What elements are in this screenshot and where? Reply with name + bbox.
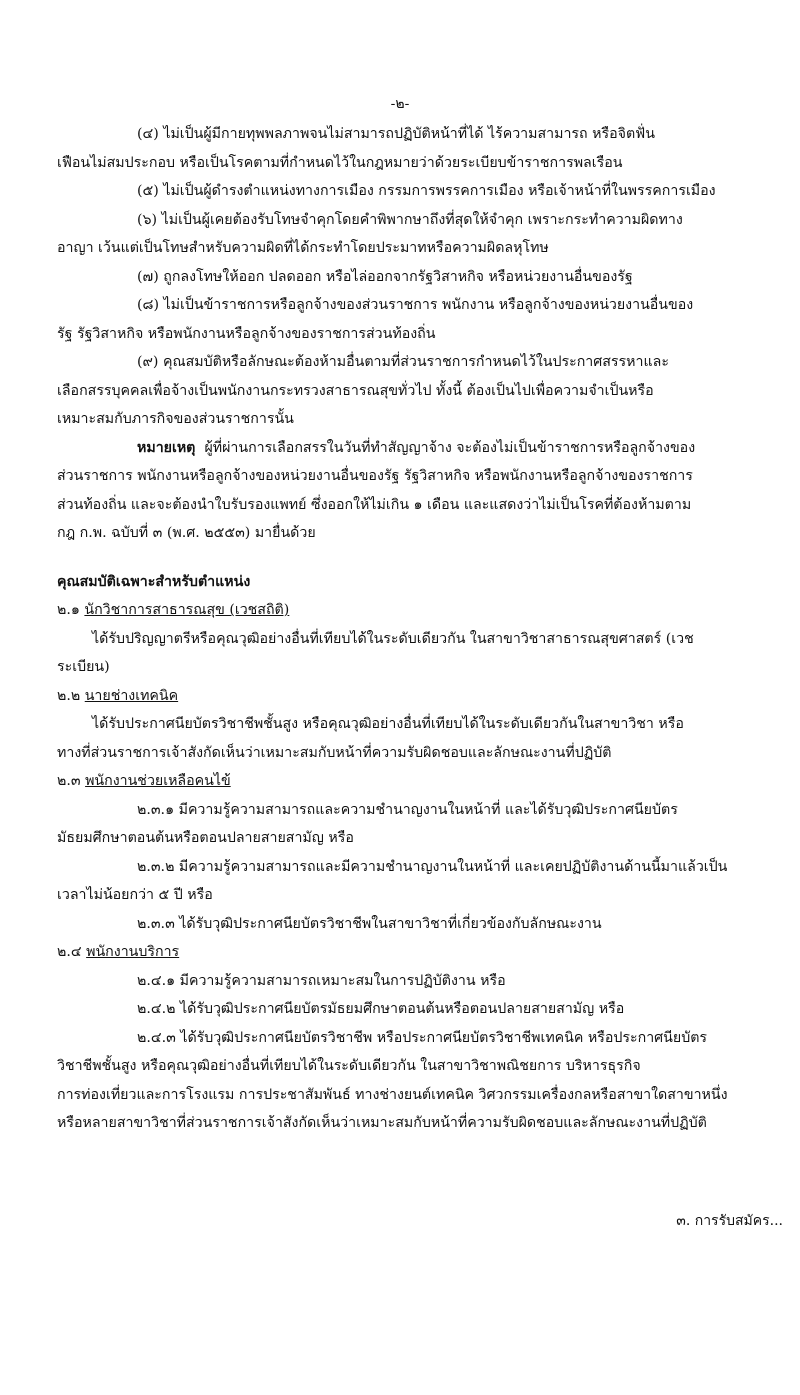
section-2-4-num: ๒.๔ (57, 944, 82, 960)
section-2-2-title-text: นายช่างเทคนิค (84, 687, 179, 704)
section-2-3-title (57, 767, 782, 796)
para-5-line-1: (๕) ไม่เป็นผู้ดำรงตำแหน่งทางการเมือง กรรมการพรรคการเมือง หรือเจ้าหน้าที่ในพรรคการเมือง (137, 183, 716, 199)
section-2-4-title-text: พนักงานบริการ (86, 944, 180, 960)
para-9-line-1: (๙) คุณสมบัติหรือลักษณะต้องห้ามอื่นตามที่ส่วนราชการกำหนดไว้ในประกาศสรรหาและ (137, 354, 669, 370)
section-2-1-line-1: ได้รับปริญญาตรีหรือคุณวุฒิอย่างอื่นที่เทียบได้ในระดับเดียวกัน ในสาขาวิชาสาธารณสุขศาสตร์ (เวช (92, 630, 694, 647)
para-8-line-2: รัฐ รัฐวิสาหกิจ หรือพนักงานหรือลูกจ้างของราชการส่วนท้องถิ่น (57, 325, 436, 342)
section-2-1-title (57, 596, 782, 625)
para-6-line-2: อาญา เว้นแต่เป็นโทษสำหรับความผิดที่ได้กระทำโดยประมาทหรือความผิดลหุโทษ (57, 240, 549, 256)
section-2-3-1-line-2: มัธยมศึกษาตอนต้นหรือตอนปลายสายสามัญ หรือ (57, 830, 354, 846)
section-2-3-2-line-1: ๒.๓.๒ มีความรู้ความสามารถและมีความชำนาญงานในหน้าที่ และเคยปฏิบัติงานด้านนี้มาแล้วเป็น (137, 858, 728, 875)
continuation-marker: ๓. การรับสมัคร... (676, 1213, 783, 1229)
section-2-2-line-1: ได้รับประกาศนียบัตรวิชาชีพชั้นสูง หรือคุณวุฒิอย่างอื่นที่เทียบได้ในระดับเดียวกันในสาขาวิชา หรือ (92, 716, 684, 732)
section-2-3-title-text: พนักงานช่วยเหลือคนไข้ (85, 773, 231, 789)
para-4-line-1: (๔) ไม่เป็นผู้มีกายทุพพลภาพจนไม่สามารถปฏิบัติหน้าที่ได้ ไร้ความสามารถ หรือจิตฟั่น (137, 126, 655, 142)
section-2-1-line-2: ระเบียน) (57, 659, 110, 675)
section-2-2-title (57, 682, 782, 711)
para-4-line-2: เฟือนไม่สมประกอบ หรือเป็นโรคตามที่กำหนดไว้ในกฎหมายว่าด้วยระเบียบข้าราชการพลเรือน (57, 154, 623, 171)
section-2-4-title (57, 938, 782, 967)
section-2-4-2-line-1: ๒.๔.๒ ได้รับวุฒิประกาศนียบัตรมัธยมศึกษาตอนต้นหรือตอนปลายสายสามัญ หรือ (137, 1001, 625, 1017)
section-2-4-3-line-2: วิชาชีพชั้นสูง หรือคุณวุฒิอย่างอื่นที่เทียบได้ในระดับเดียวกัน ในสาขาวิชาพณิชยการ บริหารธุรกิจ (57, 1058, 641, 1074)
para-8-line-1: (๘) ไม่เป็นข้าราชการหรือลูกจ้างของส่วนราชการ พนักงาน หรือลูกจ้างของหน่วยงานอื่นของ (137, 297, 694, 313)
note-text-1: ผู้ที่ผ่านการเลือกสรรในวันที่ทำสัญญาจ้าง จะต้องไม่เป็นข้าราชการหรือลูกจ้างของ (204, 439, 696, 456)
section-2-1-num: ๒.๑ (57, 602, 80, 618)
page-number: -๒- (390, 96, 410, 112)
document-body (57, 120, 782, 1138)
section-2-4-3-line-1: ๒.๔.๓ ได้รับวุฒิประกาศนียบัตรวิชาชีพ หรือประกาศนียบัตรวิชาชีพเทคนิค หรือประกาศนียบัตร (137, 1029, 708, 1046)
para-7-line-1: (๗) ถูกลงโทษให้ออก ปลดออก หรือไล่ออกจากรัฐวิสาหกิจ หรือหน่วยงานอื่นของรัฐ (137, 268, 633, 285)
note-line-2: ส่วนราชการ พนักงานหรือลูกจ้างของหน่วยงานอื่นของรัฐ รัฐวิสาหกิจ หรือพนักงานหรือลูกจ้างของราชการ (57, 468, 693, 484)
section-2-2-line-2: ทางที่ส่วนราชการเจ้าสังกัดเห็นว่าเหมาะสมกับหน้าที่ความรับผิดชอบและลักษณะงานที่ปฏิบัติ (57, 744, 612, 761)
para-9-line-2: เลือกสรรบุคคลเพื่อจ้างเป็นพนักงานกระทรวงสาธารณสุขทั่วไป ทั้งนี้ ต้องเป็นไปเพื่อความจำเป็นหรือ (57, 382, 654, 399)
section-2-1-title-text: นักวิชาการสาธารณสุข (เวชสถิติ) (84, 602, 290, 618)
note-line-4: กฎ ก.พ. ฉบับที่ ๓ (พ.ศ. ๒๕๕๓) มายื่นด้วย (57, 525, 316, 541)
section-2-3-num: ๒.๓ (57, 773, 81, 789)
note-line-3: ส่วนท้องถิ่น และจะต้องนำใบรับรองแพทย์ ซึ่งออกให้ไม่เกิน ๑ เดือน และแสดงว่าไม่เป็นโรคที่ต้องห้ามตาม (57, 496, 692, 513)
section-2-3-1-line-1: ๒.๓.๑ มีความรู้ความสามารถและความชำนาญงานในหน้าที่ และได้รับวุฒิประกาศนียบัตร (137, 801, 678, 818)
note-line-1 (57, 434, 782, 463)
para-9-line-3: เหมาะสมกับภารกิจของส่วนราชการนั้น (57, 411, 294, 427)
para-6-line-1: (๖) ไม่เป็นผู้เคยต้องรับโทษจำคุกโดยคำพิพากษาถึงที่สุดให้จำคุก เพราะกระทำความผิดทาง (137, 211, 683, 228)
section-2-4-1-line-1: ๒.๔.๑ มีความรู้ความสามารถเหมาะสมในการปฏิบัติงาน หรือ (137, 972, 506, 989)
specific-heading: คุณสมบัติเฉพาะสำหรับตำแหน่ง (57, 573, 251, 590)
section-2-3-2-line-2: เวลาไม่น้อยกว่า ๕ ปี หรือ (57, 887, 213, 903)
section-2-4-3-line-4: หรือหลายสาขาวิชาที่ส่วนราชการเจ้าสังกัดเห็นว่าเหมาะสมกับหน้าที่ความรับผิดชอบและลักษณะงานที่ปฏิบัติ (57, 1115, 707, 1131)
spacer (57, 548, 782, 568)
section-2-4-3-line-3: การท่องเที่ยวและการโรงแรม การประชาสัมพันธ์ ทางช่างยนต์เทคนิค วิศวกรรมเครื่องกลหรือสาขาใดสาขาหนึ่ง (57, 1086, 728, 1103)
section-2-3-3-line-1: ๒.๓.๓ ได้รับวุฒิประกาศนียบัตรวิชาชีพในสาขาวิชาที่เกี่ยวข้องกับลักษณะงาน (137, 915, 602, 932)
note-label: หมายเหตุ (137, 439, 196, 456)
section-2-2-num: ๒.๒ (57, 687, 81, 704)
